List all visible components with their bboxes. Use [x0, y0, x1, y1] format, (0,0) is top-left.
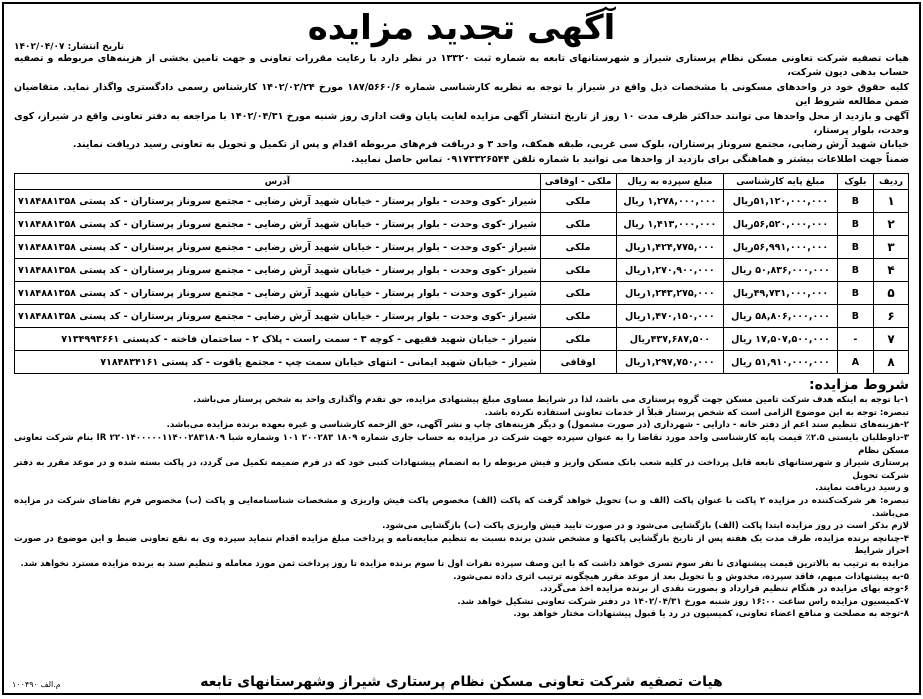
- cell-address: شیراز -کوی وحدت - بلوار پرستار - خیابان شهید آرش رضایی - مجتمع سروناز پرستاران - کد پستی ۷۱۸۴۸۸۱۳۵۸: [15, 305, 541, 328]
- table-row: [15, 282, 909, 305]
- cell-address: شیراز -کوی وحدت - بلوار پرستار - خیابان شهید آرش رضایی - مجتمع سروناز پرستاران - کد پستی ۷۱۸۴۸۸۱۳۵۸: [15, 236, 541, 259]
- reference-code: م.الف ۱۰۰۴۹۰: [12, 680, 61, 689]
- cell-deposit: ۱,۴۱۳,۰۰۰,۰۰۰ ریال: [616, 213, 724, 236]
- intro-line: کلیه حقوق خود در واحدهای مسکونی با مشخصات ذیل واقع در شیراز با توجه به نظریه کارشناسی شماره ۱۸۷/۵۶۶۰/۶ مورخ ۱۴۰۲/۰۲/۲۴ کارشناس رسمی دادگستری واگذار نماید. متقاضیان ضمن مطالعه شروط این: [14, 81, 909, 108]
- cell-ownership: ملکی: [540, 190, 616, 213]
- cell-base-price: ۵۱,۹۱۰,۰۰۰,۰۰۰ ریال: [724, 351, 838, 374]
- cell-block: B: [837, 213, 873, 236]
- condition-line: ۴-چنانچه برنده مزایده، ظرف مدت یک هفته پس از تاریخ بازگشایی پاکتها و مشخص شدن برنده نسبت به تنظیم مبایعه‌نامه و پرداخت مبلغ مزایده اقدام ننماید سپرده وی به نفع تعاونی ضبط و این موضوع در صورت احراز شرایط: [14, 533, 909, 557]
- table-row: [15, 305, 909, 328]
- properties-table: [14, 173, 909, 374]
- condition-note: تبصره: توجه به این موضوع الزامی است که شخص پرستار قبلاً از خدمات تعاونی استفاده نکرده باشد.: [484, 407, 909, 418]
- signature: هیات تصفیه شرکت تعاونی مسکن نظام پرستاری شیراز وشهرستانهای تابعه: [200, 674, 723, 690]
- condition-line: پرستاری شیراز و شهرستانهای تابعه قابل پرداخت در کلیه شعب بانک مسکن واریز و فیش مربوطه را به انضمام پیشنهادات کتبی خود که در فرم ضمیمه تکمیل می گردد، در پاکت بسته شده و در موعد مقرر به دفتر شرکت تحویل: [14, 458, 909, 481]
- cell-ownership: ملکی: [540, 305, 616, 328]
- cell-deposit: ۴۳۷,۶۸۷,۵۰۰ریال: [616, 328, 724, 351]
- condition-line: ۵-به پیشنهادات مبهم، فاقد سپرده، مخدوش و یا تحویل بعد از موعد مقرر هیچگونه ترتیب اثری داده نمی‌شود.: [453, 571, 909, 582]
- intro-line: هیات تصفیه شرکت تعاونی مسکن نظام پرستاری شیراز و شهرستانهای تابعه به شماره ثبت ۱۳۳۲۰ در نظر دارد با رعایت مقررات تعاونی و جهت تامین بخشی از هزینه‌های مربوطه و تصفیه حساب بدهی دیون شرکت،: [14, 53, 909, 79]
- condition-line: ۲-هزینه‌های تنظیم سند اعم از دفتر خانه - دارایی - شهرداری (در صورت مشمول) و دیگر هزینه‌های چاپ و نشر آگهی، حق الزحمه کارشناسی و غیره بعهده برنده مزایده می‌باشد.: [166, 420, 909, 431]
- cell-address: شیراز -کوی وحدت - بلوار پرستار - خیابان شهید آرش رضایی - مجتمع سروناز پرستاران - کد پستی ۷۱۸۴۸۸۱۳۵۸: [15, 213, 541, 236]
- cell-base-price: ۵۶,۵۲۰,۰۰۰,۰۰۰ریال: [724, 213, 838, 236]
- cell-block: A: [837, 351, 873, 374]
- cell-address: شیراز - خیابان شهید ایمانی - انتهای خیابان سمت چپ - مجتمع یاقوت - کد پستی ۷۱۸۴۸۳۴۱۶۱: [15, 351, 541, 374]
- advertisement-page: [2, 2, 921, 695]
- conditions-title: شروط مزایده:: [809, 377, 909, 394]
- cell-ownership: اوقافی: [540, 351, 616, 374]
- table-header-row: [15, 174, 909, 190]
- cell-ownership: ملکی: [540, 328, 616, 351]
- table-row: [15, 190, 909, 213]
- cell-row-number: ۸: [874, 351, 909, 374]
- table-row: [15, 351, 909, 374]
- condition-line: ۱-با توجه به اینکه هدف شرکت تامین مسکن جهت گروه پرستاری می باشد، لذا در شرایط مساوی مبلغ پیشنهادی مزایده، حق تقدم واگذاری واحد به شخص پرستار می‌باشد.: [193, 395, 909, 406]
- table-row: [15, 328, 909, 351]
- cell-base-price: ۴۹,۷۳۱,۰۰۰,۰۰۰ریال: [724, 282, 838, 305]
- cell-base-price: ۵۰,۸۳۶,۰۰۰,۰۰۰ ریال: [724, 259, 838, 282]
- conditions-list: [14, 394, 909, 621]
- condition-line: و رسید دریافت نمایند.: [815, 483, 909, 494]
- cell-base-price: ۵۸,۸۰۶,۰۰۰,۰۰۰ ریال: [724, 305, 838, 328]
- cell-ownership: ملکی: [540, 282, 616, 305]
- cell-row-number: ۱: [874, 190, 909, 213]
- cell-base-price: ۱۷,۵۰۷,۵۰۰,۰۰۰ ریال: [724, 328, 838, 351]
- condition-line: ۷-کمیسیون مزایده راس ساعت ۱۶:۰۰ روز شنبه مورخ ۱۴۰۲/۰۴/۳۱ در دفتر شرکت تعاونی تشکیل خواهد شد.: [457, 596, 909, 607]
- publish-date: تاریخ انتشار: ۱۴۰۲/۰۴/۰۷: [14, 42, 125, 52]
- header-row-number: ردیف: [874, 174, 909, 190]
- intro-paragraph: [14, 52, 909, 167]
- cell-address: شیراز - خیابان شهید فقیهی - کوچه ۳ - سمت راست - پلاک ۲ - ساختمان فاخته - کدپستی ۷۱۳۴۹۹۳۶۶۱: [15, 328, 541, 351]
- cell-base-price: ۵۶,۹۹۱,۰۰۰,۰۰۰ریال: [724, 236, 838, 259]
- cell-row-number: ۵: [874, 282, 909, 305]
- cell-deposit: ۱,۴۲۴,۷۷۵,۰۰۰ریال: [616, 236, 724, 259]
- cell-row-number: ۳: [874, 236, 909, 259]
- cell-block: B: [837, 190, 873, 213]
- cell-ownership: ملکی: [540, 213, 616, 236]
- intro-line: ضمناً جهت اطلاعات بیشتر و هماهنگی برای بازدید از واحدها می توانید با شماره تلفن ۰۹۱۷۳۳۲۶۵۴۴ تماس حاصل نمایید.: [350, 153, 909, 165]
- header-base-price: مبلغ پایه کارشناسی: [724, 174, 838, 190]
- intro-line: خیابان شهید آرش رضایی، مجتمع سروناز پرستاران، بلوک سی غربی، طبقه همکف، واحد ۳ و دریافت فرم‌های مربوطه اقدام و پس از تکمیل و تحویل به تعاونی رسید دریافت نمایند.: [72, 139, 909, 151]
- cell-base-price: ۵۱,۱۲۰,۰۰۰,۰۰۰ریال: [724, 190, 838, 213]
- cell-block: B: [837, 236, 873, 259]
- page-title: آگهی تجدید مزایده: [307, 8, 616, 48]
- header-deposit: مبلغ سپرده به ریال: [616, 174, 724, 190]
- condition-line: ۶-وجه بهای مزایده در هنگام تنظیم قرارداد و بصورت نقدی از برنده مزایده اخذ می‌گردد.: [539, 584, 909, 595]
- cell-block: B: [837, 305, 873, 328]
- cell-deposit: ۱,۲۴۳,۲۷۵,۰۰۰ریال: [616, 282, 724, 305]
- cell-row-number: ۷: [874, 328, 909, 351]
- condition-line: ۳-داوطلبان بایستی ۲.۵٪ قیمت پایه کارشناسی واحد مورد تقاضا را به عنوان سپرده جهت شرکت در مزایده به حساب جاری شماره ۱۸۰۹ ۲۰۰۲۸۳ ۱۰۱ وشماره شبا IR ۲۲۰۱۴۰۰۰۰۰۱۱۴۰۰۲۸۳۱۸۰۹ بنام شرکت تعاونی مسکن نظام: [14, 433, 909, 456]
- cell-ownership: ملکی: [540, 259, 616, 282]
- condition-line: مزایده به ترتیب به بالاترین قیمت پیشنهادی تا نفر سوم تسری خواهد داشت که با این وصف سپرده نفرات اول تا سوم برنده مزایده تا روز پرداخت ثمن مورد معامله و تنظیم سند به برنده مزایده مسترد نخواهد شد.: [20, 558, 909, 569]
- header-ownership: ملکی - اوقافی: [540, 174, 616, 190]
- table-row: [15, 259, 909, 282]
- cell-deposit: ۱,۲۷۸,۰۰۰,۰۰۰ ریال: [616, 190, 724, 213]
- cell-deposit: ۱,۲۷۰,۹۰۰,۰۰۰ریال: [616, 259, 724, 282]
- cell-deposit: ۱,۴۷۰,۱۵۰,۰۰۰ریال: [616, 305, 724, 328]
- cell-row-number: ۴: [874, 259, 909, 282]
- header-block: بلوک: [837, 174, 873, 190]
- condition-line: لازم بذکر است در روز مزایده ابتدا پاکت (الف) بازگشایی می‌شود و در صورت تایید فیش واریزی پاکت (ب) بازگشایی می‌شود.: [382, 521, 909, 532]
- cell-row-number: ۶: [874, 305, 909, 328]
- cell-block: B: [837, 259, 873, 282]
- cell-address: شیراز -کوی وحدت - بلوار پرستار - خیابان شهید آرش رضایی - مجتمع سروناز پرستاران - کد پستی ۷۱۸۴۸۸۱۳۵۸: [15, 282, 541, 305]
- cell-ownership: ملکی: [540, 236, 616, 259]
- cell-address: شیراز -کوی وحدت - بلوار پرستار - خیابان شهید آرش رضایی - مجتمع سروناز پرستاران - کد پستی ۷۱۸۴۸۸۱۳۵۸: [15, 259, 541, 282]
- table-row: [15, 236, 909, 259]
- header-address: آدرس: [15, 174, 541, 190]
- cell-row-number: ۲: [874, 213, 909, 236]
- condition-note: تبصره: هر شرکت‌کننده در مزایده ۲ پاکت با عنوان پاکت (الف و ب) تحویل خواهد گرفت که پاکت (الف) مخصوص پاکت فیش واریزی و مشخصات شناسنامه‌ایی و پاکت (ب) مخصوص فرم تقاضای شرکت در مزایده می‌باشد.: [14, 496, 910, 519]
- condition-line: ۸-توجه به مصلحت و منافع اعضاء تعاونی، کمیسیون در رد یا قبول پیشنهادات مختار خواهد بود.: [513, 609, 909, 620]
- intro-line: آگهی و بازدید از محل واحدها می توانند حداکثر ظرف مدت ۱۰ روز از تاریخ انتشار آگهی مزایده لغایت پایان وقت اداری روز شنبه مورخ ۱۴۰۲/۰۴/۳۱ با مراجعه به دفتر تعاونی واقع در شیراز، کوی وحدت، بلوار پرستار،: [14, 110, 910, 137]
- cell-block: B: [837, 282, 873, 305]
- cell-deposit: ۱,۲۹۷,۷۵۰,۰۰۰ریال: [616, 351, 724, 374]
- cell-block: -: [837, 328, 873, 351]
- cell-address: شیراز -کوی وحدت - بلوار پرستار - خیابان شهید آرش رضایی - مجتمع سروناز پرستاران - کد پستی ۷۱۸۴۸۸۱۳۵۸: [15, 190, 541, 213]
- table-row: [15, 213, 909, 236]
